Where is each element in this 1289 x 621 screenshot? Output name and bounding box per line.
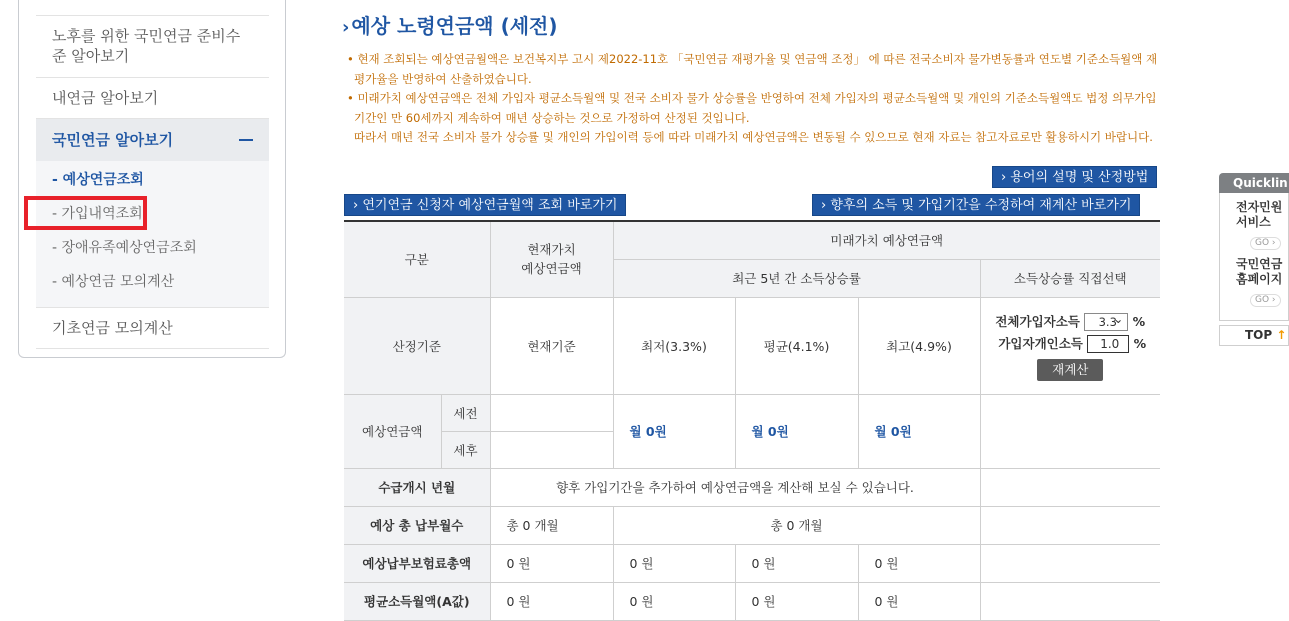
months-direct xyxy=(980,506,1160,544)
sidebar-sub-simulation[interactable]: - 예상연금 모의계산 xyxy=(52,274,175,290)
header-future-value: 미래가치 예상연금액 xyxy=(613,221,1160,259)
chevron-down-icon xyxy=(244,0,253,4)
arrow-up-icon: ↑ xyxy=(1276,328,1287,342)
sidebar-item-national-pension[interactable] xyxy=(36,119,269,161)
sidebar-sub-disability-survivor[interactable]: - 장애유족예상연금조회 xyxy=(52,240,197,256)
expected-high: 월 0원 xyxy=(858,394,980,468)
notice-line: • 현재 조회되는 예상연금월액은 보건복지부 고시 제2022-11호 「국민연금 재평가율 및 연금액 조정」 에 따른 전국소비자 물가변동률과 연도별 기준소득월액 재평가율을 반영하여 산출하였습니다. xyxy=(347,52,1158,86)
percent-label: % xyxy=(1133,335,1147,351)
sidebar-menu xyxy=(36,0,269,349)
basis-current: 현재기준 xyxy=(490,297,613,394)
expected-current-pre xyxy=(490,394,613,431)
premium-direct xyxy=(980,544,1160,582)
start-message: 향후 가입기간을 추가하여 예상연금액을 계산해 보실 수 있습니다. xyxy=(490,468,980,506)
header-recent-5y: 최근 5년 간 소득상승률 xyxy=(613,259,980,297)
premium-avg: 0 원 xyxy=(735,544,858,582)
notice-line: • 미래가치 예상연금액은 전체 가입자 평균소득월액 및 전국 소비자 물가 상승률을 반영하여 전체 가입자의 평균소득월액 및 개인의 기준소득월액도 법정 의무가입기간인 만 60세까지 계속하여 매년 상승하는 것으로 가정하여 산정된 것입니다. xyxy=(347,91,1157,125)
expected-direct xyxy=(980,394,1160,468)
personal-income-input[interactable]: 1.0 xyxy=(1087,335,1129,353)
left-sidebar xyxy=(18,0,286,358)
header-category: 구분 xyxy=(344,221,490,297)
premium-current: 0 원 xyxy=(490,544,613,582)
avg-income-direct xyxy=(980,582,1160,620)
row-label-start: 수급개시 년월 xyxy=(344,468,490,506)
highlight-box xyxy=(24,196,147,230)
quicklinks-body xyxy=(1219,193,1289,321)
post-tax-label: 세후 xyxy=(441,431,490,468)
percent-label: % xyxy=(1132,313,1146,329)
expected-avg: 월 0원 xyxy=(735,394,858,468)
months-future: 총 0 개월 xyxy=(613,506,980,544)
go-button[interactable]: GO › xyxy=(1250,237,1281,250)
expected-current-post xyxy=(490,431,613,468)
sidebar-submenu xyxy=(36,161,269,308)
top-label: TOP xyxy=(1245,328,1273,342)
total-income-label: 전체가입자소득 xyxy=(995,313,1080,329)
recalculate-link-button[interactable]: › 향후의 소득 및 가입기간을 수정하여 재계산 바로가기 xyxy=(812,194,1140,216)
notice-text xyxy=(344,50,1162,148)
pension-table xyxy=(344,220,1160,621)
personal-income-row xyxy=(991,333,1151,355)
sidebar-item-top-label xyxy=(52,0,155,2)
basis-high: 최고(4.9%) xyxy=(858,297,980,394)
quicklinks-title: Quicklin xyxy=(1219,173,1289,193)
row-label-basis: 산정기준 xyxy=(344,297,490,394)
header-direct-select: 소득상승률 직접선택 xyxy=(980,259,1160,297)
sidebar-item-pension-prep[interactable]: 노후를 위한 국민연금 준비수준 알아보기 xyxy=(36,16,269,78)
avg-income-high: 0 원 xyxy=(858,582,980,620)
row-label-months: 예상 총 납부월수 xyxy=(344,506,490,544)
chevron-right-icon: › xyxy=(342,17,350,38)
top-button[interactable] xyxy=(1219,325,1289,346)
sidebar-item-national-pension-label: 국민연금 알아보기 xyxy=(52,131,174,149)
total-income-row xyxy=(991,311,1151,333)
months-current: 총 0 개월 xyxy=(490,506,613,544)
page-title xyxy=(342,10,558,39)
avg-income-current: 0 원 xyxy=(490,582,613,620)
pre-tax-label: 세전 xyxy=(441,394,490,431)
avg-income-low: 0 원 xyxy=(613,582,735,620)
sidebar-sub-enrollment-history[interactable]: - 가입내역조회 xyxy=(52,206,143,222)
row-label-expected: 예상연금액 xyxy=(344,394,441,468)
header-current-value: 현재가치 예상연금액 xyxy=(490,221,613,297)
recalculate-button[interactable]: 재계산 xyxy=(1037,359,1103,381)
rate-controls xyxy=(980,297,1160,394)
basis-avg: 평균(4.1%) xyxy=(735,297,858,394)
premium-low: 0 원 xyxy=(613,544,735,582)
sidebar-item-top[interactable] xyxy=(36,0,269,16)
quicklink-e-civil[interactable]: 전자민원 서비스 xyxy=(1236,200,1283,229)
row-label-avg-income: 평균소득월액(A값) xyxy=(344,582,490,620)
premium-high: 0 원 xyxy=(858,544,980,582)
expected-low: 월 0원 xyxy=(613,394,735,468)
page-title-text: 예상 노령연금액 (세전) xyxy=(351,14,558,38)
deferred-pension-link-button[interactable]: › 연기연금 신청자 예상연금월액 조회 바로가기 xyxy=(344,194,626,216)
minus-icon[interactable] xyxy=(239,139,253,141)
start-direct xyxy=(980,468,1160,506)
row-label-premium: 예상납부보험료총액 xyxy=(344,544,490,582)
personal-income-label: 가입자개인소득 xyxy=(998,335,1083,351)
total-income-select[interactable]: 3.3 ⌄ xyxy=(1084,313,1128,331)
notice-line: 따라서 매년 전국 소비자 물가 상승률 및 개인의 가입이력 등에 따라 미래가치 예상연금액은 변동될 수 있으므로 현재 자료는 참고자료로만 활용하시기 바랍니다. xyxy=(354,130,1153,144)
basis-low: 최저(3.3%) xyxy=(613,297,735,394)
go-button[interactable]: GO › xyxy=(1250,294,1281,307)
sidebar-item-my-pension[interactable]: 내연금 알아보기 xyxy=(36,78,269,119)
sidebar-sub-expected-pension[interactable]: - 예상연금조회 xyxy=(52,172,144,188)
quicklink-nps-home[interactable]: 국민연금 홈페이지 xyxy=(1236,257,1283,286)
quicklinks-panel xyxy=(1219,173,1289,321)
sidebar-item-basic-pension[interactable]: 기초연금 모의계산 xyxy=(36,308,269,349)
terms-explanation-button[interactable]: › 용어의 설명 및 산정방법 xyxy=(992,166,1157,188)
avg-income-avg: 0 원 xyxy=(735,582,858,620)
